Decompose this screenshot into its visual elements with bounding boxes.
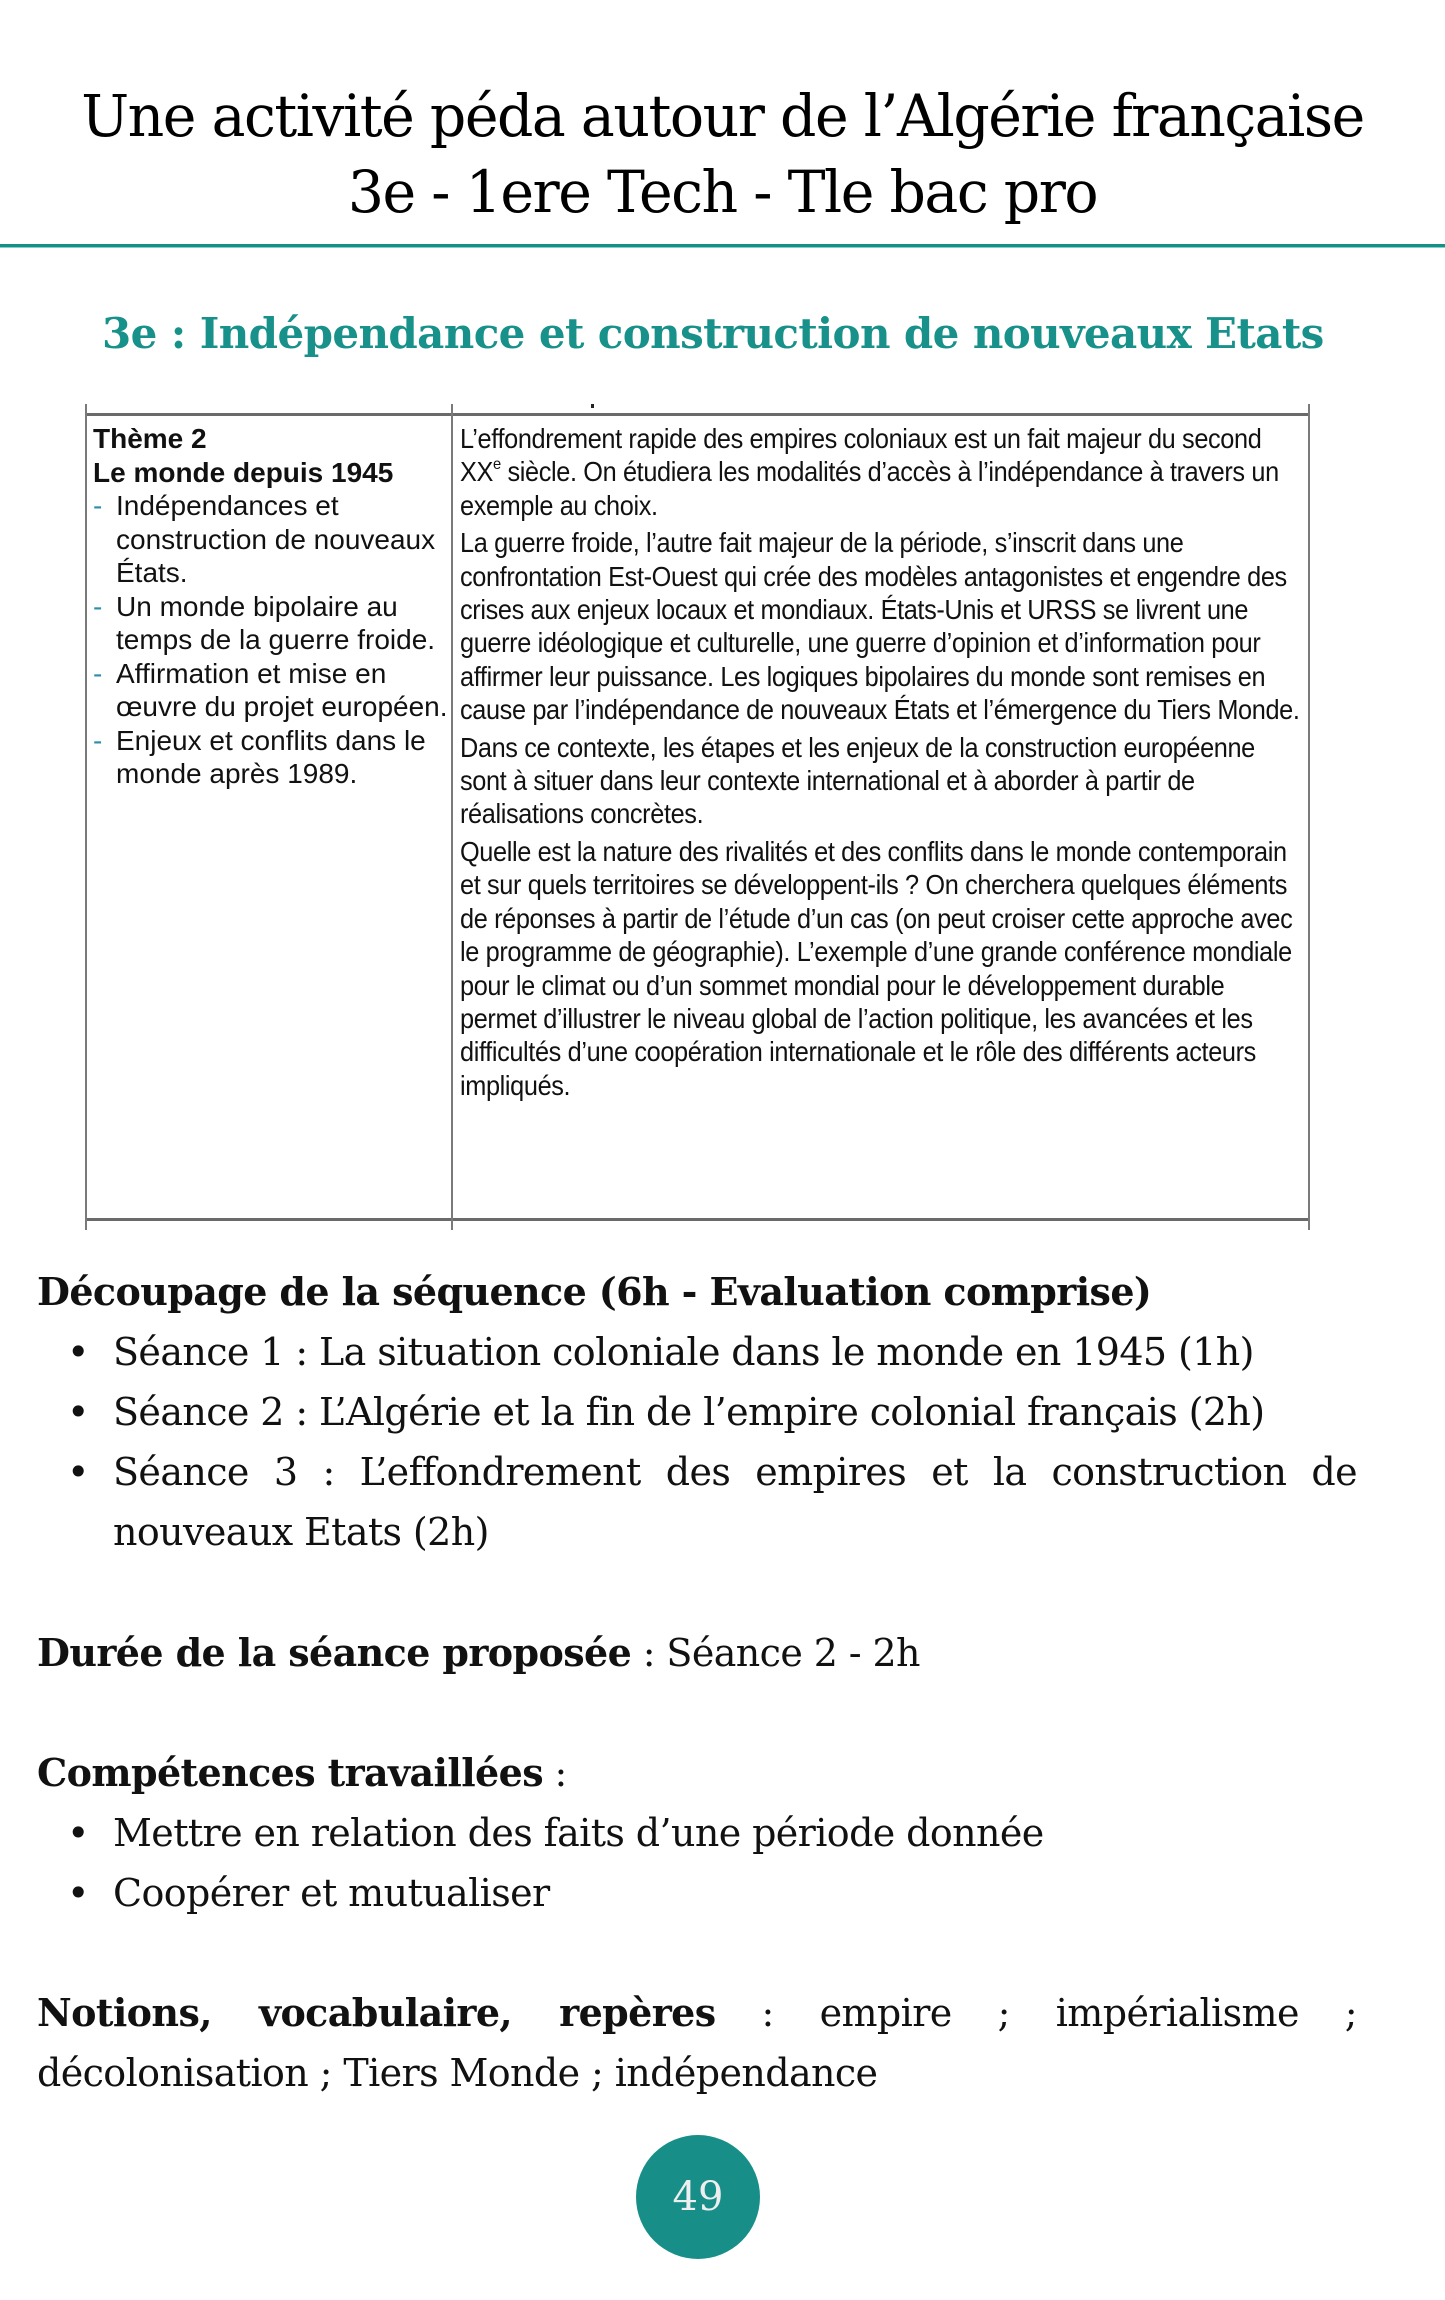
table-top-border xyxy=(85,413,1310,416)
seance-item xyxy=(37,1382,1357,1442)
superscript-e: e xyxy=(493,456,501,474)
decoupage-heading xyxy=(37,1262,1357,1322)
decoupage-section xyxy=(37,1262,1357,1562)
theme-item-text: Enjeux et conflits dans le monde après 1989. xyxy=(116,724,426,789)
page-header xyxy=(14,78,1430,230)
competence-item-text: Mettre en relation des faits d’une période donnée xyxy=(113,1811,1044,1855)
competences-list xyxy=(37,1803,1357,1923)
seance-item-text: Séance 3 : L’effondrement des empires et la construction de nouveaux Etats (2h) xyxy=(113,1450,1357,1554)
seance-item-text: Séance 1 : La situation coloniale dans le monde en 1945 (1h) xyxy=(113,1330,1254,1374)
bullet-icon: • xyxy=(67,1330,89,1374)
table-right-column xyxy=(460,422,1305,1106)
section-title: 3e : Indépendance et construction de nouveaux Etats xyxy=(102,309,1324,358)
program-table-image xyxy=(85,404,1310,1230)
notions-value: : empire ; impérialisme ; décolonisation ; Tiers Monde ; indépendance xyxy=(37,1991,1357,2095)
dash-bullet-icon: - xyxy=(93,490,103,521)
theme-item xyxy=(93,590,448,657)
theme-item-text: Indépendances et construction de nouveaux États. xyxy=(116,490,436,588)
theme-items-list xyxy=(93,489,448,791)
bullet-icon: • xyxy=(67,1390,89,1434)
dash-bullet-icon: - xyxy=(93,724,103,756)
theme-item-text: Un monde bipolaire au temps de la guerre froide. xyxy=(116,590,436,655)
table-left-border xyxy=(85,404,87,1230)
competences-heading xyxy=(37,1743,1357,1803)
notions-section xyxy=(37,1983,1357,2103)
duree-value: Séance 2 - 2h xyxy=(666,1631,920,1675)
duree-label: Durée de la séance proposée xyxy=(37,1630,632,1675)
theme-subtitle: Le monde depuis 1945 xyxy=(93,456,394,488)
page-number-badge: 49 xyxy=(636,2135,760,2259)
theme-item xyxy=(93,657,448,724)
table-left-column xyxy=(93,422,448,791)
duree-section xyxy=(37,1623,1357,1683)
competence-item-text: Coopérer et mutualiser xyxy=(113,1871,550,1915)
competence-item xyxy=(37,1803,1357,1863)
competences-label: Compétences travaillées xyxy=(37,1750,543,1795)
decoupage-heading-text: Découpage de la séquence (6h - Evaluation comprise) xyxy=(37,1269,1152,1314)
theme-item xyxy=(93,724,448,791)
program-paragraph-3: Dans ce contexte, les étapes et les enjeux de la construction européenne sont à situer dans leur contexte international et à aborder à partir de réalisations concrètes. xyxy=(460,731,1255,830)
bullet-icon: • xyxy=(67,1811,89,1855)
program-paragraph-1-text-b: siècle. On étudiera les modalités d’accès à l’indépendance à travers un exemple au choix. xyxy=(460,456,1279,521)
theme-label: Thème 2 xyxy=(93,423,207,454)
dash-bullet-icon: - xyxy=(93,657,103,689)
header-divider xyxy=(0,244,1445,248)
decoupage-list xyxy=(37,1322,1357,1562)
notions-label: Notions, vocabulaire, repères xyxy=(37,1990,716,2035)
table-right-border xyxy=(1308,404,1310,1230)
program-paragraph-1 xyxy=(460,422,1305,522)
table-bottom-border xyxy=(85,1218,1310,1221)
program-paragraph-1-text-a: L’effondrement rapide des empires coloniaux est un fait majeur du second XX xyxy=(460,423,1262,488)
theme-item-text: Affirmation et mise en œuvre du projet européen. xyxy=(116,657,448,722)
competences-separator: : xyxy=(543,1751,567,1795)
duree-separator: : xyxy=(631,1631,667,1675)
bullet-icon: • xyxy=(67,1450,89,1494)
theme-item xyxy=(93,489,448,590)
competences-section xyxy=(37,1743,1357,1923)
program-paragraph-2: La guerre froide, l’autre fait majeur de la période, s’inscrit dans une confrontation Est-Ouest qui crée des modèles antagonistes et engendre des crises aux enjeux locaux et mondiaux. États-Unis et URSS se livrent une guerre idéologique et culturelle, une guerre d’opinion et d’information pour affirmer leur puissance. Les logiques bipolaires du monde sont remises en cause par l’indépendance de nouveaux États et l’émergence du Tiers Monde. xyxy=(460,527,1300,726)
seance-item xyxy=(37,1322,1357,1382)
seance-item-text: Séance 2 : L’Algérie et la fin de l’empire colonial français (2h) xyxy=(113,1390,1265,1434)
table-column-divider xyxy=(451,404,453,1230)
scan-artifact-dot xyxy=(591,404,594,408)
seance-item xyxy=(37,1442,1357,1562)
bullet-icon: • xyxy=(67,1871,89,1915)
header-title-line-1: Une activité péda autour de l’Algérie française xyxy=(81,82,1364,150)
header-title-line-2: 3e - 1ere Tech - Tle bac pro xyxy=(347,158,1098,226)
program-paragraph-4: Quelle est la nature des rivalités et des conflits dans le monde contemporain et sur quels territoires se développent-ils ? On cherchera quelques éléments de réponses à partir de l’étude d’un cas (on peut croiser cette approche avec le programme de géographie). L’exemple d’une grande conférence mondiale pour le climat ou d’un sommet mondial pour le développement durable permet d’illustrer le niveau global de l’action politique, les avancées et les difficultés d’une coopération internationale et le rôle des différents acteurs impliqués. xyxy=(460,835,1293,1101)
dash-bullet-icon: - xyxy=(93,590,103,622)
competence-item xyxy=(37,1863,1357,1923)
